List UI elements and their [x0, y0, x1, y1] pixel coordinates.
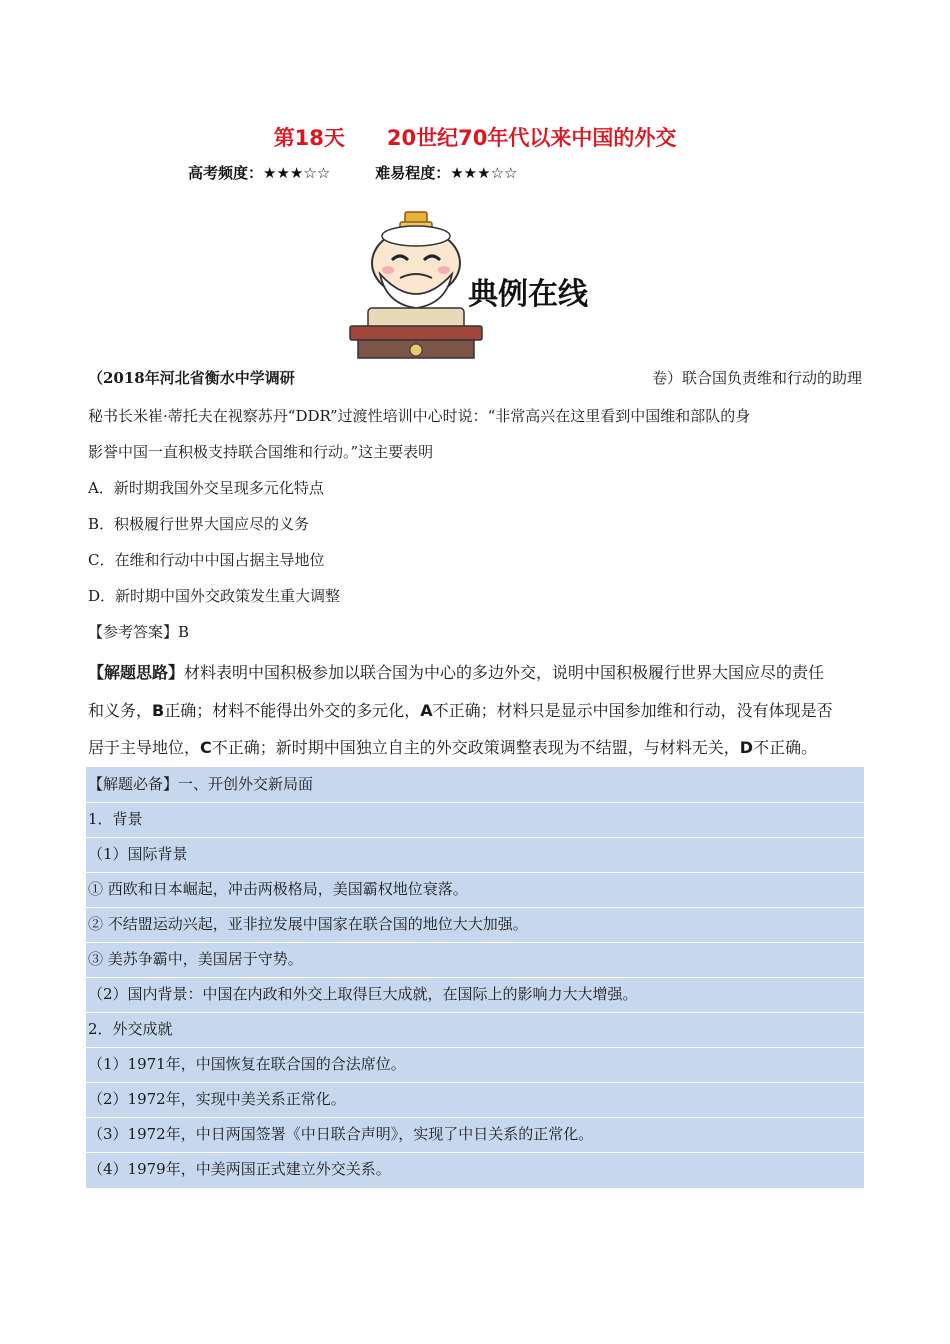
question-source: （2018年河北省衡水中学调研 — [88, 369, 295, 387]
option-d: D．新时期中国外交政策发生重大调整 — [88, 587, 341, 605]
knowledge-row: 【解题必备】一、开创外交新局面 — [86, 767, 864, 803]
question-line2: 秘书长米崔·蒂托夫在视察苏丹“DDR”过渡性培训中心时说：“非常高兴在这里看到中国维和部队的身 — [88, 407, 751, 425]
knowledge-row: （2）1972年，实现中美关系正常化。 — [86, 1082, 864, 1118]
option-c: C．在维和行动中中国占据主导地位 — [88, 551, 325, 569]
knowledge-row: ③ 美苏争霸中，美国居于守势。 — [86, 942, 864, 978]
knowledge-row: （4）1979年，中美两国正式建立外交关系。 — [88, 1160, 391, 1178]
knowledge-row: 2．外交成就 — [86, 1012, 864, 1048]
knowledge-row: ② 不结盟运动兴起，亚非拉发展中国家在联合国的地位大大加强。 — [86, 907, 864, 943]
knowledge-row: （3）1972年，中日两国签署《中日联合声明》，实现了中日关系的正常化。 — [86, 1117, 864, 1153]
knowledge-box — [86, 767, 864, 1188]
analysis-line3: 居于主导地位，C不正确；新时期中国独立自主的外交政策调整表现为不结盟，与材料无关，D不正确。 — [88, 738, 818, 757]
page-title: 第18天 20世纪70年代以来中国的外交 — [273, 126, 677, 150]
difficulty-meta: 高考频度：★★★☆☆ 难易程度：★★★☆☆ — [188, 164, 518, 182]
knowledge-row: （2）国内背景：中国在内政和外交上取得巨大成就，在国际上的影响力大大增强。 — [86, 977, 864, 1013]
knowledge-row: （1）国际背景 — [86, 837, 864, 873]
analysis-line1: 【解题思路】材料表明中国积极参加以联合国为中心的多边外交，说明中国积极履行世界大国应尽的责任 — [88, 663, 825, 682]
option-a: A．新时期我国外交呈现多元化特点 — [88, 479, 324, 497]
question-line1-end: 卷）联合国负责维和行动的助理 — [651, 369, 862, 387]
analysis-label: 【解题思路】 — [88, 663, 185, 682]
reference-answer: 【参考答案】B — [88, 623, 190, 641]
knowledge-row: 1．背景 — [86, 802, 864, 838]
knowledge-row: （1）1971年，中国恢复在联合国的合法席位。 — [86, 1047, 864, 1083]
analysis-line2: 和义务，B正确；材料不能得出外交的多元化，A不正确；材料只是显示中国参加维和行动，没有体现是否 — [88, 701, 833, 720]
banner-text: 典例在线 — [468, 277, 588, 312]
knowledge-row: ① 西欧和日本崛起，冲击两极格局，美国霸权地位衰落。 — [86, 872, 864, 908]
question-line3: 影誉中国一直积极支持联合国维和行动。”这主要表明 — [88, 443, 434, 461]
option-b: B．积极履行世界大国应尽的义务 — [88, 515, 310, 533]
sage-illustration — [340, 208, 610, 364]
